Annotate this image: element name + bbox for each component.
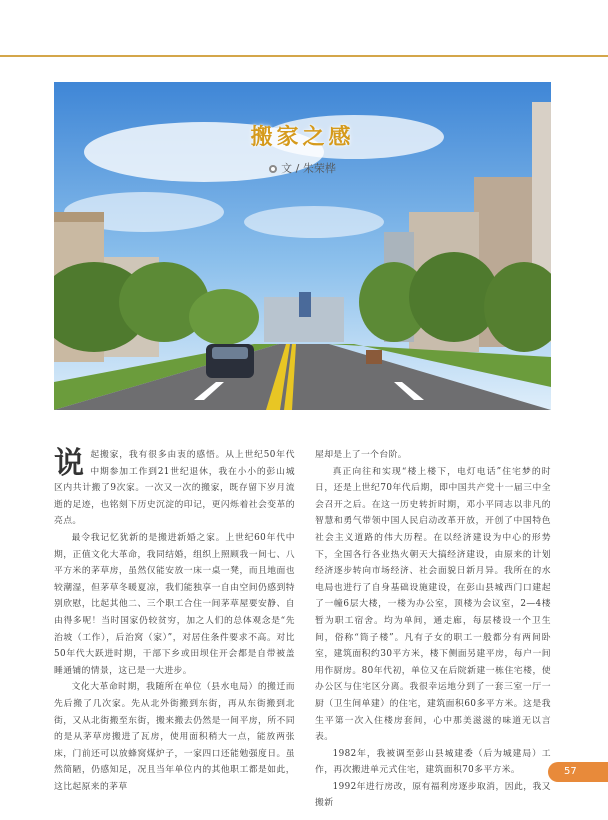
text-column-left [54,447,295,795]
body-paragraph: 1992年进行房改，原有福利房逐步取消，因此，我又搬新 [315,781,551,809]
article-title: 搬家之感 [250,125,355,150]
body-paragraph: 最令我记忆犹新的是搬进新婚之家。上世纪60年代中期，正值文化大革命，我同结婚，组织上照顾我一间七、八平方米的茅草房，虽然仅能安放一床一桌一凳，而且地面也较潮湿，但茅草冬暖夏凉，我们能独享一自由空间仍感到特别欣慰，比起其他二、三个职工合住一间茅草屋要安静、自由得多呢！当时国家仍较贫穷，加之人们的总体观念是“先治坡（工作），后治窝（家）”，对居住条件要求不高。对比50年代大跃进时期，干部下乡或田坝住开会都是自带被盖睡通铺的情景，这已是一大进步。 [54,532,295,676]
body-paragraph: 文化大革命时期，我随所在单位（县水电局）的搬迁而先后搬了几次家。先从北外街搬到东街，再从东街搬到北街，又从北街搬至东街，搬来搬去仍然是一间平房，所不同的是从茅草房搬进了瓦房，使用面积稍大一点，能放两张床，门前还可以放蜂窝煤炉子，一家四口还能勉强度日。虽然简陋，仍感知足，况且当年单位内的其他职工都是如此，这比起原来的茅草 [54,682,295,792]
author-text: 文 / 朱荣桦 [281,162,336,175]
top-rule [0,55,608,57]
drop-cap: 说 [54,446,85,481]
body-paragraph: 屋却是上了一个台阶。 [315,450,407,460]
page-number: 57 [548,762,608,782]
body-paragraph: 1982年，我被调至彭山县城建委（后为城建局）工作，再次搬进单元式住宅，建筑面积70多平方米。 [315,748,551,776]
hero-photo [54,82,551,410]
body-paragraph: 真正向往和实现“楼上楼下，电灯电话”住宅梦的时日，还是上世纪70年代后期，即中国共产党十一届三中全会召开之后。在这一历史转折时期，邓小平同志以非凡的智慧和勇气带领中国人民启动改革开放，开创了中国特色社会主义道路的伟大历程。在以经济建设为中心的形势下，全国各行各业热火朝天大搞经济建设，由原来的计划经济逐步转向市场经济、社会面貌日新月异。我所在的水电局也进行了自身基础设施建设，在彭山县城西门口建起了一幢6层大楼，一楼为办公室，顶楼为会议室，2—4楼暂为职工宿舍。均为单间，通走廊，每层楼设一个卫生间，俗称“筒子楼”。凡有子女的职工一般都分有两间卧室，建筑面积约30平方米，楼下侧面另建平房，每户一间用作厨房。80年代初，单位又在后院新建一栋住宅楼，使办公区与住宅区分离。我很幸运地分到了一套三室一厅一厨（卫生间单建）的住宅，建筑面积60多平方米。这是我生平第一次入住楼房套间，心中那美滋滋的味道无以言表。 [315,466,551,743]
bullet-circle-icon [269,165,277,173]
body-paragraph: 说起搬家，我有很多由衷的感悟。从上世纪50年代中期参加工作到21世纪退休，我在小小的彭山城区内共计搬了9次家。一次又一次的搬家，既存留下岁月流逝的足迹，也铭刻下历史沉淀的印记，更闪烁着社会变革的亮点。 [54,446,295,527]
text-column-right [315,447,551,812]
article-byline [54,160,551,176]
